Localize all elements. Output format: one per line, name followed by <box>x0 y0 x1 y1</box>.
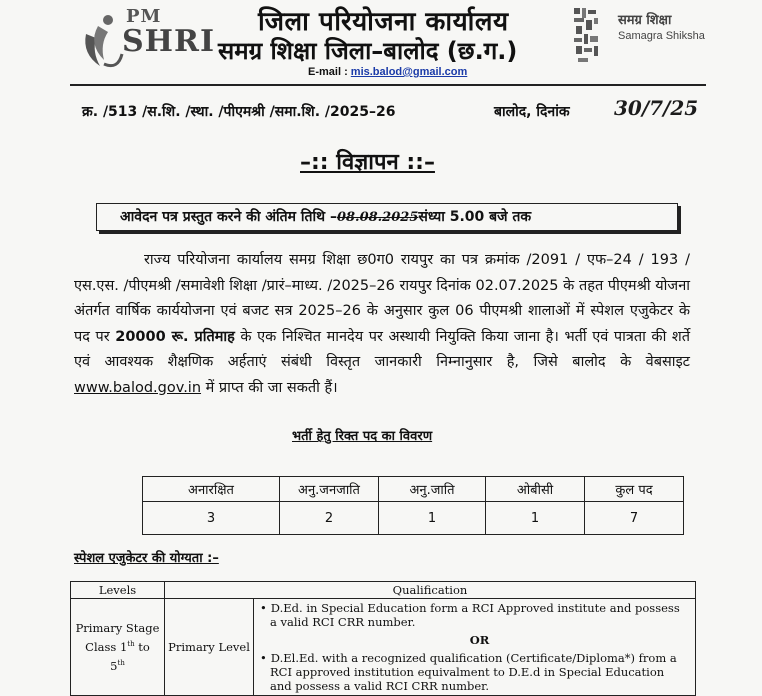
qualification-heading <box>74 548 219 566</box>
notice-title: –:: विज्ञापन ::– <box>300 150 435 175</box>
qualification-col-header: Qualification <box>165 582 696 599</box>
qualification-table <box>70 581 696 696</box>
paragraph-part3: में प्राप्त की जा सकती हैं। <box>205 379 338 396</box>
qualification-text: D.Ed. in Special Education form a RCI Approved institute and possess a valid RCI CRR number. <box>270 601 680 629</box>
qualification-heading-text: स्पेशल एजुकेटर की योग्यता :– <box>74 551 219 566</box>
or-separator: OR <box>469 633 490 647</box>
vacancy-values-row <box>143 502 684 535</box>
deadline-date: 08.08.2025 <box>336 210 419 225</box>
stage-sup: th <box>127 640 135 649</box>
email-link[interactable]: mis.balod@gmail.com <box>350 66 468 78</box>
vacancy-header-row <box>143 477 684 502</box>
vacancy-value: 3 <box>143 502 280 535</box>
stage-sup: th <box>117 659 125 667</box>
paragraph-salary: 20000 रू. प्रतिमाह <box>115 328 235 345</box>
vacancy-table <box>142 476 684 535</box>
stage-end: 5 <box>110 658 118 673</box>
samagra-shiksha-logo <box>572 6 612 66</box>
vacancy-col-header: अनारक्षित <box>143 477 280 502</box>
qualification-item <box>260 601 689 629</box>
vacancy-value: 1 <box>486 502 585 535</box>
levels-col-header: Levels <box>71 582 165 599</box>
header-divider <box>70 84 706 86</box>
email-row <box>308 66 467 78</box>
vacancy-col-header: अनु.जनजाति <box>280 477 379 502</box>
date-label: बालोद, दिनांक <box>494 104 570 120</box>
office-title: जिला परियोजना कार्यालय <box>258 7 509 37</box>
pm-logo-text-bottom: SHRI <box>122 24 215 59</box>
paragraph-part2: के एक निश्चित मानदेय पर अस्थायी नियुक्ति किया जाना है। भर्ती एवं पात्रता की शर्ते एवं आवश्यक शैक्षणिक अर्हताएं संबंधी विस्तृत जानकारी निम्नानुसार है, जिसे बालोद के वेबसाइट <box>74 328 691 370</box>
deadline-text <box>120 207 531 226</box>
vacancy-value: 7 <box>585 502 684 535</box>
paragraph-part1: राज्य परियोजना कार्यालय समग्र शिक्षा छ0ग0 रायपुर का पत्र क्रमांक /2091 / एफ–24 / 193 /एस.एस. /पीएमश्री /समावेशी शिक्षा /प्रारं–माध्य. /2025–26 रायपुर दिनांक 02.07.2025 के तहत पीएमश्री योजना अंतर्गत वार्षिक कार्ययोजना एवं बजट सत्र 2025–26 के अनुसार कुल 06 पीएमश्री शालाओं में स्पेशल एजुकेटर के पद पर <box>74 252 690 345</box>
office-subtitle: समग्र शिक्षा जिला–बालोद (छ.ग.) <box>218 37 518 65</box>
reference-number: क्र. /513 /स.शि. /स्था. /पीएमश्री /समा.शि. /2025–26 <box>82 104 396 120</box>
samagra-logo-english: Samagra Shiksha <box>618 30 705 42</box>
vacancy-heading: भर्ती हेतु रिक्त पद का विवरण <box>292 429 433 444</box>
vacancy-col-header: कुल पद <box>585 477 684 502</box>
vacancy-col-header: अनु.जाति <box>379 477 486 502</box>
bullet-icon: • <box>260 601 267 615</box>
pm-logo-text-top: PM <box>126 6 162 27</box>
deadline-prefix: आवेदन पत्र प्रस्तुत करने की अंतिम तिथि – <box>120 209 337 225</box>
qualification-cell <box>254 599 696 696</box>
deadline-suffix: संध्या 5.00 बजे तक <box>418 209 532 225</box>
qualification-item <box>260 651 689 693</box>
stage-to: to <box>138 640 150 654</box>
bullet-icon: • <box>260 651 267 665</box>
vacancy-col-header: ओबीसी <box>486 477 585 502</box>
qualification-row <box>71 599 696 696</box>
stage-cell <box>71 599 165 696</box>
handwritten-date: 30/7/25 <box>614 96 699 120</box>
vacancy-value: 1 <box>379 502 486 535</box>
qualification-text: D.El.Ed. with a recognized qualification (Certificate/Diploma*) from a RCI approved institution equivalment to D.E.d in Special Education and possess a valid RCI CRR number. <box>270 651 677 693</box>
vacancy-value: 2 <box>280 502 379 535</box>
qualification-header-row <box>71 582 696 599</box>
level-cell: Primary Level <box>165 599 254 696</box>
samagra-logo-hindi: समग्र शिक्षा <box>618 13 672 28</box>
notice-paragraph <box>74 248 690 401</box>
website-link[interactable]: www.balod.gov.in <box>74 379 202 396</box>
email-label: E-mail : <box>308 66 348 78</box>
stage-text: Primary Stage Class 1 <box>75 621 160 654</box>
